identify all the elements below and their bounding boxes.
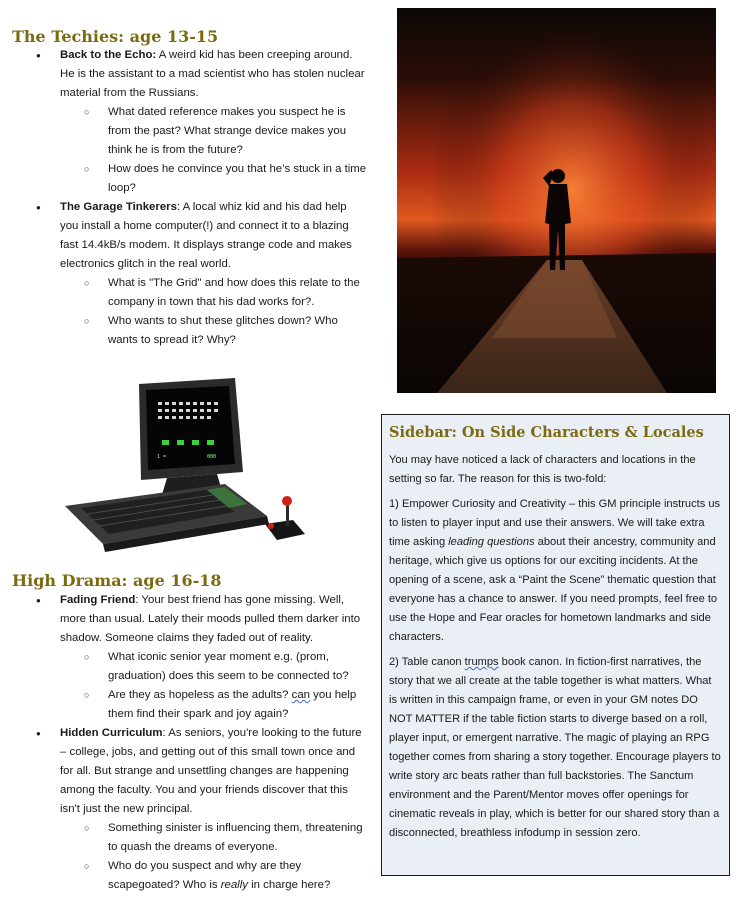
techies-heading: The Techies: age 13-15 <box>12 27 219 46</box>
question-item: ○ What dated reference makes you suspect he is from the past? What strange device makes you think he is from the future? <box>12 103 367 160</box>
sidebar-intro: You may have noticed a lack of characters and locations in the setting so far. The reason for this is two-fold: <box>389 454 696 485</box>
sidebar-paragraph-2: 2) Table canon trumps book canon. In fiction-first narratives, the story that we all create at the table together is what matters. What is written in this campaign frame, or even in your GM notes DO NOT MATTER if the table fiction starts to diverge based on a roll, player input, or emergent narrative. The magic of playing an RPG together comes from sharing a story together. Encourage players to write story arc beats rather than full backstories. The Sanctum environment and the Parent/Mentor moves offer openings for cinematic reveals in play, which is better for our shared story than a disconnected, breathless infodump in session zero. <box>389 656 721 839</box>
question-item: ○ Who do you suspect and why are they scapegoated? Who is really in charge here? <box>12 857 367 895</box>
list-item <box>12 198 367 274</box>
list-item <box>12 46 367 103</box>
question-item: ○ Who wants to shut these glitches down? Who wants to spread it? Why? <box>12 312 367 350</box>
question-item: ○ What iconic senior year moment e.g. (prom, graduation) does this seem to be connected to? <box>12 648 367 686</box>
question-item: ○ What is "The Grid" and how does this relate to the company in town that his dad works for?. <box>12 274 367 312</box>
sidebar-paragraph-1: 1) Empower Curiosity and Creativity – this GM principle instructs us to listen to player input and use their answers. We will take extra time asking leading questions about their ancestry, community and heritage, which give us options for our exciting incidents. At the opening of a scene, ask a “Paint the Scene” thematic question that everyone has a chance to answer. If you need prompts, feel free to use the Hope and Fear oracles for hometown landmarks and side characters. <box>389 498 721 643</box>
techies-list <box>12 46 367 350</box>
score-left: 1 = <box>157 454 167 460</box>
score-right: 000 <box>207 454 217 460</box>
drama-list <box>12 591 367 895</box>
wanderer-photo <box>397 8 716 393</box>
question-item: ○ How does he convince you that he’s stuck in a time loop? <box>12 160 367 198</box>
question-item: ○ Something sinister is influencing them, threatening to quash the dreams of everyone. <box>12 819 367 857</box>
item-title: Fading Friend <box>60 594 136 606</box>
item-text: : Your best friend has gone missing. Well, more than usual. Lately their moods pulled them darker into shadow. Someone claims they faded out of reality. <box>60 594 361 644</box>
item-text: A weird kid has been creeping around. He is the assistant to a mad scientist who has stolen nuclear material from the Russians. <box>60 49 365 99</box>
sidebar-title: Sidebar: On Side Characters & Locales <box>389 424 704 441</box>
item-text: : As seniors, you're looking to the future – college, jobs, and getting out of this small town once and for all. But strange and unsettling changes are happening among the faculty. You and your friends discover that this isn't just the new principal. <box>60 727 362 815</box>
list-item <box>12 591 367 648</box>
question-item: ○ Are they as hopeless as the adults? can you help them find their spark and joy again? <box>12 686 367 724</box>
wanderer-illustration <box>397 8 716 393</box>
sidebar-box <box>381 414 730 876</box>
item-title: Back to the Echo: <box>60 49 157 61</box>
retro-computer-photo <box>57 374 319 566</box>
retro-computer-illustration <box>57 374 319 566</box>
item-title: The Garage Tinkerers <box>60 201 177 213</box>
drama-heading: High Drama: age 16-18 <box>12 571 222 590</box>
item-text: : A local whiz kid and his dad help you install a home computer(!) and connect it to a blazing fast 14.4kB/s modem. It displays strange code and makes electronics glitch in the real world. <box>60 201 352 270</box>
list-item <box>12 724 367 819</box>
item-title: Hidden Curriculum <box>60 727 163 739</box>
